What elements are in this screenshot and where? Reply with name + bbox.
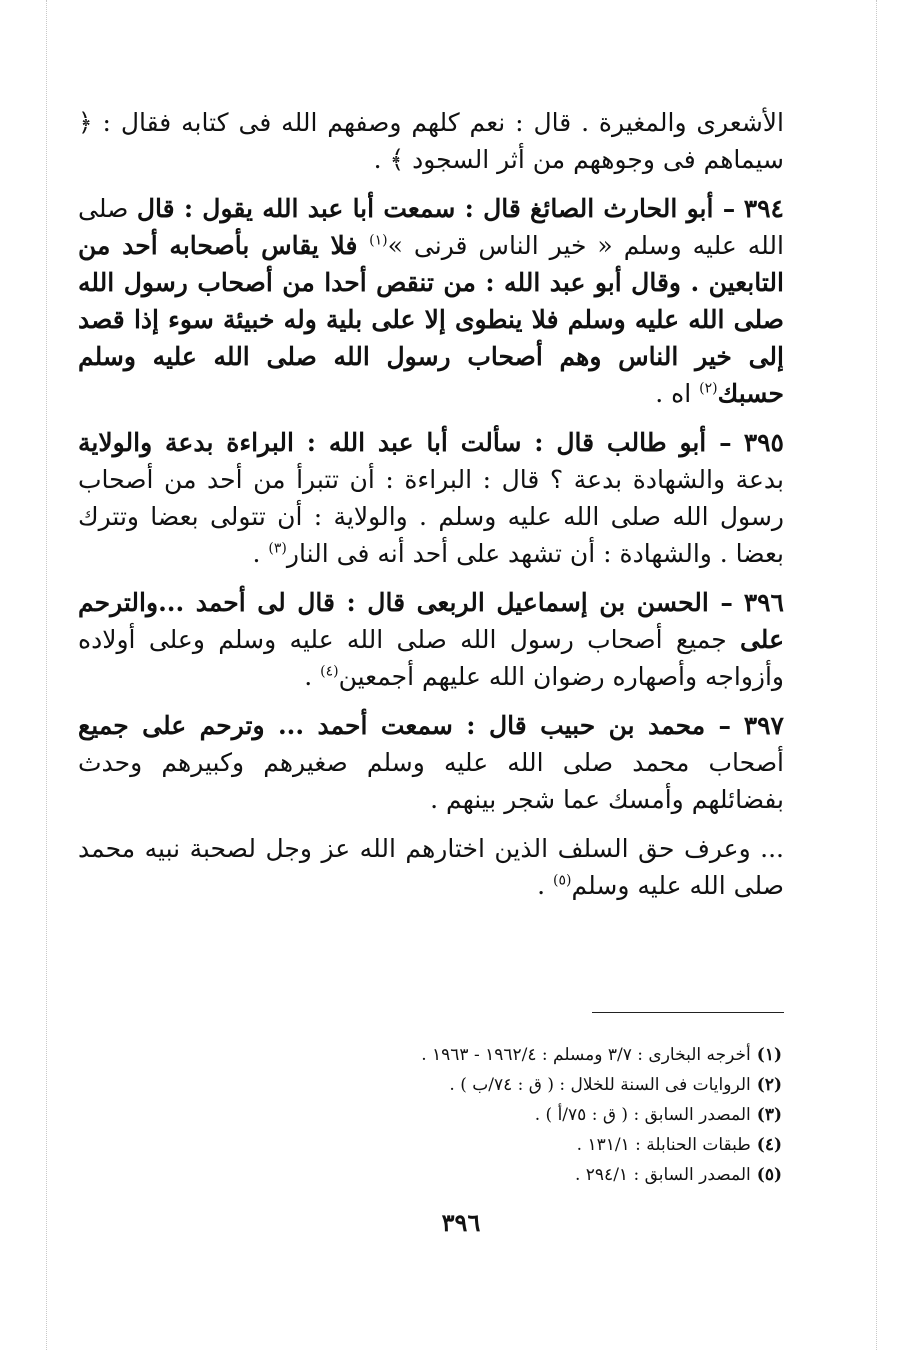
scan-guide-line xyxy=(46,0,47,1350)
paragraph-text: . xyxy=(304,662,321,691)
footnote-item xyxy=(182,1130,782,1160)
paragraph-text: جميع أصحاب رسول الله صلى الله عليه وسلم وعلى أولاده وأزواجه وأصهاره رضوان الله عليهم أجمعين xyxy=(78,625,784,691)
paragraph-text: . xyxy=(537,871,554,900)
entry-heading: الحسن بن إسماعيل الربعى قال : قال لى أحمد ...والترحم على xyxy=(78,588,784,654)
footnote-text: أخرجه البخارى : ٣/٧ ومسلم : ١٩٦٢/٤ - ١٩٦٣ . xyxy=(421,1045,751,1065)
footnote-number: (٢) xyxy=(756,1075,782,1095)
entry-heading: محمد بن حبيب قال : سمعت أحمد ... وترحم على جميع xyxy=(78,711,706,740)
paragraph-text: اه . xyxy=(655,379,700,408)
footnotes xyxy=(182,1040,782,1190)
footnote-ref: (٥) xyxy=(553,872,572,889)
entry-number: ٣٩٤ xyxy=(743,194,784,223)
footnote-text: الروايات فى السنة للخلال : ( ق : ٧٤/ب ) . xyxy=(449,1075,751,1095)
entry-dash: – xyxy=(713,194,736,223)
footnote-number: (١) xyxy=(756,1045,782,1065)
paragraph-394 xyxy=(78,190,784,412)
paragraph-text: . xyxy=(252,539,269,568)
paragraph-396 xyxy=(78,584,784,695)
footnote-text: المصدر السابق : ( ق : ٧٥/أ ) . xyxy=(534,1105,751,1125)
paragraph-text: صلى الله عليه وسلم « خير الناس قرنى » xyxy=(78,194,784,260)
footnote-ref: (٢) xyxy=(699,380,718,397)
entry-number: ٣٩٥ xyxy=(743,428,784,457)
entry-dash: – xyxy=(706,428,732,457)
page-number: ٣٩٦ xyxy=(441,1208,481,1237)
main-text xyxy=(78,104,784,916)
footnote-text: طبقات الحنابلة : ١٣١/١ . xyxy=(576,1135,751,1155)
paragraph-text: الأشعرى والمغيرة . قال : نعم كلهم وصفهم الله فى كتابه فقال : ﴿ سيماهم فى وجوههم من أثر السجود ﴾ . xyxy=(78,108,784,174)
paragraph-text: أصحاب محمد صلى الله عليه وسلم صغيرهم وكبيرهم وحدث بفضائلهم وأمسك عما شجر بينهم . xyxy=(78,748,784,814)
footnote-item xyxy=(182,1160,782,1190)
entry-heading: أبو الحارث الصائغ قال : سمعت أبا عبد الله يقول : قال xyxy=(136,194,714,223)
paragraph-text: بدعة والشهادة بدعة ؟ قال : البراءة : أن تتبرأ من أحد من أصحاب رسول الله صلى الله عليه وسلم . والولاية : أن تتولى بعضا وتترك بعضا . والشهادة : أن تشهد على أحد أنه فى النار xyxy=(78,465,784,568)
entry-number: ٣٩٧ xyxy=(743,711,784,740)
entry-dash: – xyxy=(708,588,733,617)
footnote-divider xyxy=(592,1012,784,1013)
entry-dash: – xyxy=(705,711,732,740)
footnote-ref: (٣) xyxy=(268,540,287,557)
paragraph-395 xyxy=(78,424,784,572)
paragraph-continuation xyxy=(78,104,784,178)
footnote-ref: (١) xyxy=(369,232,388,249)
paragraph-397 xyxy=(78,707,784,818)
footnote-number: (٥) xyxy=(756,1165,782,1185)
entry-number: ٣٩٦ xyxy=(743,588,784,617)
footnote-item xyxy=(182,1070,782,1100)
paragraph-text: فلا يقاس بأصحابه أحد من التابعين . وقال أبو عبد الله : من تنقص أحدا من أصحاب رسول الله صلى الله عليه وسلم فلا ينطوى إلا على بلية وله خبيئة سوء إذا قصد إلى خير الناس وهم أصحاب رسول الله صلى الله عليه وسلم حسبك xyxy=(78,231,784,408)
footnote-number: (٣) xyxy=(756,1105,782,1125)
paragraph-text: ... وعرف حق السلف الذين اختارهم الله عز وجل لصحبة نبيه محمد صلى الله عليه وسلم xyxy=(78,834,784,900)
entry-heading: أبو طالب قال : سألت أبا عبد الله : البراءة بدعة والولاية xyxy=(78,428,707,457)
footnote-item xyxy=(182,1100,782,1130)
footnote-text: المصدر السابق : ٢٩٤/١ . xyxy=(574,1165,751,1185)
scan-guide-line xyxy=(876,0,877,1350)
paragraph-closing xyxy=(78,830,784,904)
footnote-ref: (٤) xyxy=(320,663,339,680)
footnote-item xyxy=(182,1040,782,1070)
footnote-number: (٤) xyxy=(756,1135,782,1155)
